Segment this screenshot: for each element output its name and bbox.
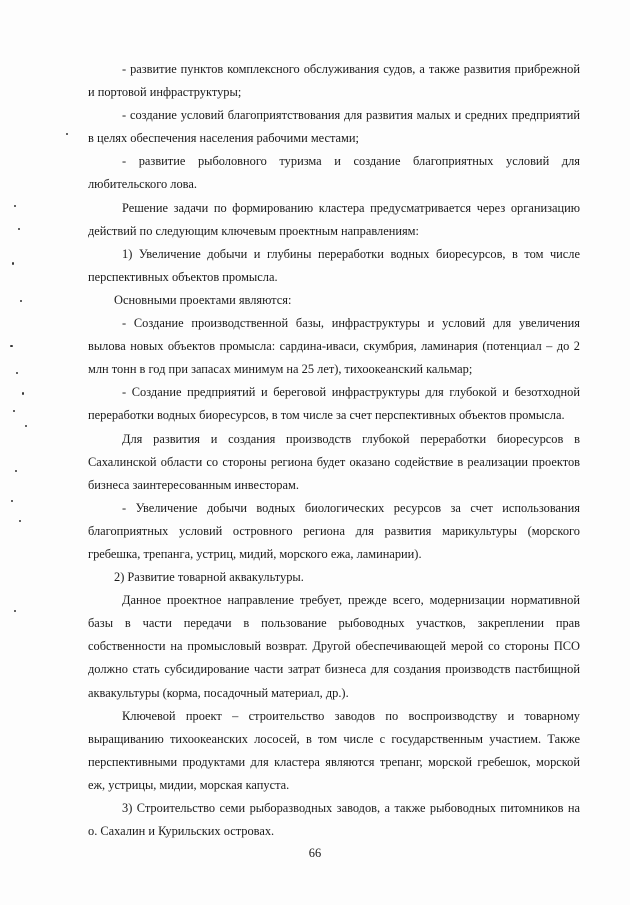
paragraph-12: Данное проектное направление требует, прежде всего, модернизации нормативной базы в части передачи в пользование рыбоводных участков, закреплении прав собственности на промысловый возврат. Другой обеспечивающей мерой со стороны ПСО должно стать субсидирование части затрат бизнеса для создания производств пастбищной аквакультуры (корма, посадочный материал, др.).	[88, 593, 580, 700]
paragraph-14: 3) Строительство семи рыборазводных заводов, а также рыбоводных питомников на о. Сахалин и Курильских островах.	[88, 801, 580, 839]
document-body	[88, 58, 580, 843]
paragraph-10: - Увеличение добычи водных биологических ресурсов за счет использования благоприятных условий островного региона для развития марикультуры (морского гребешка, трепанга, устриц, мидий, морского ежа, ламинарии).	[88, 500, 580, 561]
paragraph-1: - развитие пунктов комплексного обслуживания судов, а также развития прибрежной и портовой инфраструктуры;	[88, 62, 580, 100]
paragraph-6: Основными проектами являются:	[114, 292, 292, 307]
paragraph-8: - Создание предприятий и береговой инфраструктуры для глубокой и безотходной переработки водных биоресурсов, в том числе за счет перспективных объектов промысла.	[88, 385, 580, 423]
paragraph-11: 2) Развитие товарной аквакультуры.	[114, 570, 304, 585]
paragraph-13: Ключевой проект – строительство заводов по воспроизводству и товарному выращиванию тихоокеанских лососей, в том числе с государственным участием. Также перспективными продуктами для кластера являются трепанг, морской гребешок, морской еж, устрицы, мидии, морская капуста.	[88, 708, 580, 792]
paragraph-7: - Создание производственной базы, инфраструктуры и условий для увеличения вылова новых объектов промысла: сардина-иваси, скумбрия, ламинария (потенциал – до 2 млн тонн в год при запасах минимум на 25 лет), тихоокеанский кальмар;	[88, 316, 580, 377]
paragraph-9: Для развития и создания производств глубокой переработки биоресурсов в Сахалинской области со стороны региона будет оказано содействие в реализации проектов бизнеса заинтересованным инвесторам.	[88, 431, 580, 492]
paragraph-3: - развитие рыболовного туризма и создание благоприятных условий для любительского лова.	[88, 154, 580, 192]
paragraph-4: Решение задачи по формированию кластера предусматривается через организацию действий по следующим ключевым проектным направлениям:	[88, 200, 580, 238]
page-number: 66	[308, 846, 322, 860]
paragraph-5: 1) Увеличение добычи и глубины переработки водных биоресурсов, в том числе перспективных объектов промысла.	[88, 246, 580, 284]
paragraph-2: - создание условий благоприятствования для развития малых и средних предприятий в целях обеспечения населения рабочими местами;	[88, 108, 580, 146]
